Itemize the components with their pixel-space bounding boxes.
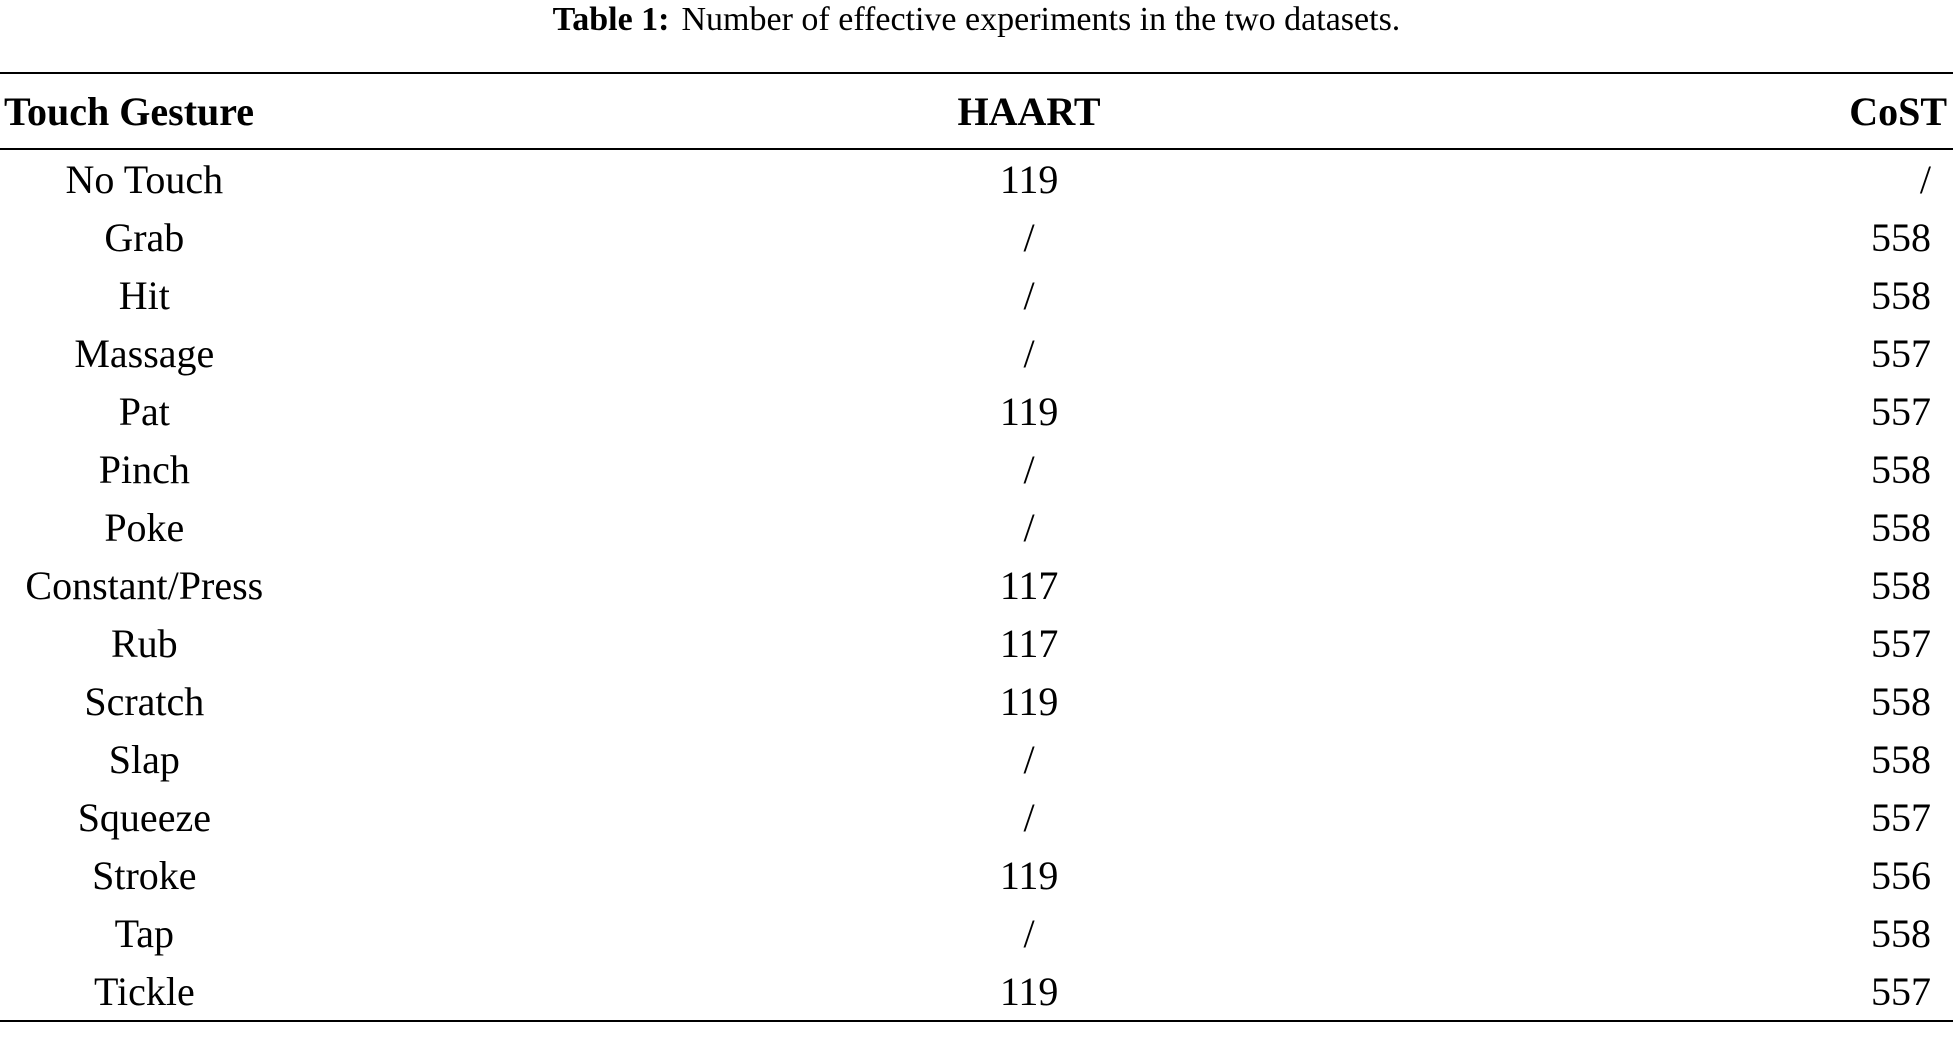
header-touch-gesture: Touch Gesture	[4, 88, 255, 134]
cell-touch-gesture: Squeeze	[77, 794, 211, 840]
table-row	[0, 846, 1953, 904]
cell-haart: 119	[999, 388, 1059, 434]
table-row	[0, 440, 1953, 498]
table-row	[0, 266, 1953, 324]
table-row	[0, 904, 1953, 962]
cell-touch-gesture: Slap	[108, 736, 180, 782]
cell-haart: /	[1023, 446, 1035, 492]
table-row	[0, 149, 1953, 208]
cell-touch-gesture: Stroke	[92, 852, 197, 898]
header-cost: CoST	[1849, 88, 1947, 134]
cell-haart: /	[1023, 910, 1035, 956]
cell-haart: 119	[999, 156, 1059, 202]
cell-cost: 556	[1871, 852, 1931, 898]
data-table	[0, 72, 1953, 1022]
cell-haart: /	[1023, 504, 1035, 550]
table-caption	[0, 0, 1953, 46]
header-haart: HAART	[957, 88, 1101, 134]
cell-haart: /	[1023, 330, 1035, 376]
cell-cost: 557	[1871, 620, 1931, 666]
cell-touch-gesture: Rub	[110, 620, 178, 666]
table-row	[0, 324, 1953, 382]
cell-cost: 558	[1871, 272, 1931, 318]
cell-cost: 558	[1871, 678, 1931, 724]
cell-touch-gesture: Poke	[104, 504, 185, 550]
cell-haart: 119	[999, 678, 1059, 724]
cell-touch-gesture: Tickle	[93, 968, 195, 1014]
cell-cost: 558	[1871, 562, 1931, 608]
cell-cost: 558	[1871, 736, 1931, 782]
cell-cost: 558	[1871, 214, 1931, 260]
cell-cost: /	[1919, 156, 1931, 202]
cell-cost: 558	[1871, 446, 1931, 492]
cell-cost: 558	[1871, 504, 1931, 550]
table-row	[0, 962, 1953, 1021]
cell-touch-gesture: Massage	[74, 330, 215, 376]
cell-haart: /	[1023, 736, 1035, 782]
table-row	[0, 556, 1953, 614]
cell-haart: /	[1023, 794, 1035, 840]
table-header-row	[0, 73, 1953, 149]
table-row	[0, 788, 1953, 846]
table-row	[0, 672, 1953, 730]
cell-haart: 117	[999, 620, 1059, 666]
cell-haart: /	[1023, 214, 1035, 260]
caption-text: Number of effective experiments in the two datasets.	[681, 1, 1401, 38]
cell-touch-gesture: Tap	[114, 910, 175, 956]
cell-touch-gesture: Pinch	[98, 446, 190, 492]
table-row	[0, 382, 1953, 440]
cell-touch-gesture: Pat	[118, 388, 170, 434]
table-row	[0, 730, 1953, 788]
cell-touch-gesture: No Touch	[65, 156, 224, 202]
cell-touch-gesture: Scratch	[84, 678, 205, 724]
cell-cost: 557	[1871, 330, 1931, 376]
cell-cost: 557	[1871, 968, 1931, 1014]
cell-cost: 558	[1871, 910, 1931, 956]
cell-touch-gesture: Grab	[104, 214, 185, 260]
table-row	[0, 208, 1953, 266]
cell-haart: 119	[999, 968, 1059, 1014]
caption-label: Table 1:	[552, 1, 670, 38]
cell-cost: 557	[1871, 794, 1931, 840]
cell-haart: 117	[999, 562, 1059, 608]
cell-cost: 557	[1871, 388, 1931, 434]
table-body	[0, 149, 1953, 1021]
cell-touch-gesture: Constant/Press	[25, 562, 264, 608]
table-row	[0, 614, 1953, 672]
table-row	[0, 498, 1953, 556]
data-table-wrapper	[0, 72, 1953, 1022]
cell-haart: /	[1023, 272, 1035, 318]
cell-haart: 119	[999, 852, 1059, 898]
cell-touch-gesture: Hit	[118, 272, 170, 318]
